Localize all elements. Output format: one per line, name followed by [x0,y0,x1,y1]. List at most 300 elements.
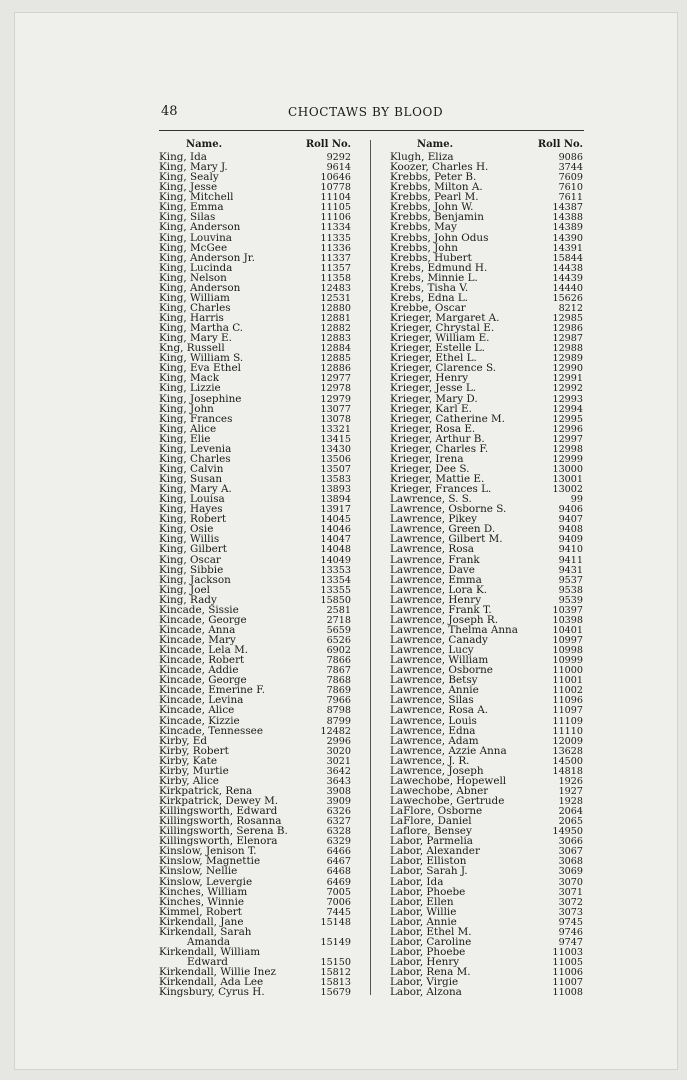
entry-name: Lawrence, Osborne S. [390,504,507,515]
list-item [390,776,583,786]
list-item [159,987,351,997]
list-item [159,383,351,393]
entry-roll-number: 9537 [558,574,583,585]
list-item [390,414,583,424]
document-page [14,12,678,1070]
list-item [390,806,583,816]
entry-roll-number: 8798 [326,705,351,716]
entry-roll-number: 11097 [552,705,583,716]
list-item [390,675,583,685]
list-item [390,162,583,172]
entry-roll-number: 15679 [320,987,351,998]
list-item [159,253,351,263]
entry-name: Lawrence, Pikey [390,514,478,525]
entry-roll-number: 7445 [326,906,351,917]
list-item [159,394,351,404]
entry-name: Lawrence, Betsy [390,675,478,686]
list-item [390,383,583,393]
entry-name: Lawechobe, Abner [390,785,489,796]
left-column [159,139,351,997]
entry-name: King, Susan [159,474,223,485]
entry-roll-number: 11104 [320,192,351,203]
entry-name: Krieger, Arthur B. [390,433,485,444]
list-item [390,182,583,192]
entry-name: Labor, Alexander [390,846,480,857]
list-item [390,152,583,162]
entry-name: Kincade, Mary [159,635,236,646]
entry-roll-number: 6326 [326,806,351,817]
entry-roll-number: 9409 [558,534,583,545]
list-item [159,192,351,202]
name-heading: Name. [186,139,223,150]
entry-roll-number: 12531 [320,292,351,303]
entry-roll-number: 6328 [326,826,351,837]
entry-name: Kirby, Robert [159,745,229,756]
list-item [159,866,351,876]
entry-name: Labor, Alzona [390,987,462,998]
entry-name: Kirkendall, William [159,946,261,957]
entry-name: King, Oscar [159,554,221,565]
entry-roll-number: 2718 [326,614,351,625]
entry-name: Kincade, Levina [159,695,244,706]
list-item [390,484,583,494]
list-item [159,796,351,806]
list-item [390,333,583,343]
list-item [159,967,351,977]
list-item [159,816,351,826]
list-item [159,333,351,343]
list-item [390,404,583,414]
entry-roll-number: 3068 [558,856,583,867]
entry-name: Labor, Phoebe [390,886,466,897]
entry-name: Kincade, George [159,675,247,686]
list-item [159,575,351,585]
entry-roll-number: 11002 [552,685,583,696]
entry-name: Kincade, Emerine F. [159,685,266,696]
list-item [390,212,583,222]
entry-name: Killingsworth, Rosanna [159,816,282,827]
list-item [159,846,351,856]
entry-name: Lawrence, Louis [390,715,477,726]
entry-name: King, William [159,292,230,303]
list-item [159,705,351,715]
entry-name: King, Levenia [159,443,232,454]
entry-roll-number: 12989 [552,353,583,364]
entry-roll-number: 12881 [320,313,351,324]
entry-roll-number: 12992 [552,383,583,394]
list-item [159,504,351,514]
entry-roll-number: 14390 [552,232,583,243]
entry-name: Lawrence, Joseph R. [390,614,499,625]
list-item [390,303,583,313]
entry-name: King, William S. [159,353,244,364]
list-item [159,353,351,363]
list-item [159,585,351,595]
entry-name: Labor, Parmelia [390,836,473,847]
entry-name: Krieger, Irena [390,453,464,464]
entry-roll-number: 12885 [320,353,351,364]
list-item [159,303,351,313]
list-item [159,424,351,434]
list-item [159,786,351,796]
list-item [390,716,583,726]
list-item [159,373,351,383]
list-item [390,273,583,283]
list-item [390,293,583,303]
page-number: 48 [161,104,178,119]
entry-name: King, Jesse [159,182,218,193]
list-item [390,585,583,595]
entry-roll-number: 7610 [558,182,583,193]
entry-name: Kng, Russell [159,343,225,354]
entry-roll-number: 3069 [558,866,583,877]
entry-name: Krieger, Rosa E. [390,423,476,434]
entry-name: Lawrence, Green D. [390,524,496,535]
entry-roll-number: 9410 [558,544,583,555]
list-item [390,625,583,635]
list-item [159,414,351,424]
list-item [390,645,583,655]
entry-name: King, Mary A. [159,484,232,495]
entry-name: King, Willis [159,534,220,545]
entry-name: King, Charles [159,453,231,464]
list-item [159,927,351,937]
list-item [159,434,351,444]
list-item [159,363,351,373]
entry-name: King, McGee [159,242,228,253]
entry-roll-number: 10646 [320,172,351,183]
list-item [390,353,583,363]
entry-name: Lawrence, Osborne [390,665,493,676]
entry-name: Labor, Elliston [390,856,467,867]
list-item [159,917,351,927]
entry-roll-number: 10997 [552,635,583,646]
entry-name: Kirby, Murtie [159,765,229,776]
list-item [159,565,351,575]
entry-roll-number: 2996 [326,735,351,746]
entry-roll-number: 6327 [326,816,351,827]
entry-roll-number: 12985 [552,313,583,324]
list-item [390,726,583,736]
list-item [159,766,351,776]
list-item [159,806,351,816]
list-item [159,323,351,333]
entry-roll-number: 5659 [326,624,351,635]
entry-roll-number: 11005 [552,957,583,968]
entry-roll-number: 13628 [552,745,583,756]
entry-name: Kinches, William [159,886,248,897]
entry-name: Krieger, Catherine M. [390,413,505,424]
entry-name: Labor, Ethel M. [390,926,472,937]
entry-roll-number: 7868 [326,675,351,686]
list-item [159,977,351,987]
list-item [159,836,351,846]
entry-name: Krebbe, Oscar [390,302,466,313]
entry-name: Lawrence, Lora K. [390,584,488,595]
entry-roll-number: 3020 [326,745,351,756]
entry-name: Killingsworth, Elenora [159,836,278,847]
entry-roll-number: 13415 [320,433,351,444]
entry-name: Lawrence, Canady [390,635,488,646]
entry-roll-number: 14950 [552,826,583,837]
entry-roll-number: 11334 [320,222,351,233]
entry-name: Labor, Phoebe [390,946,466,957]
entry-name: Krebs, Tisha V. [390,282,469,293]
entry-roll-number: 15850 [320,594,351,605]
entry-roll-number: 3073 [558,906,583,917]
entry-name: King, Lucinda [159,262,233,273]
list-item [159,444,351,454]
list-item [159,233,351,243]
entry-name: King, Robert [159,514,227,525]
list-item [159,172,351,182]
column-header [159,139,351,152]
entry-name: Lawrence, Annie [390,685,479,696]
entry-roll-number: 7609 [558,172,583,183]
entry-name: King, Emma [159,202,224,213]
entry-name: Lawrence, Dave [390,564,475,575]
entry-roll-number: 3643 [326,775,351,786]
list-item [159,685,351,695]
entry-name: King, Louisa [159,494,225,505]
entry-roll-number: 10778 [320,182,351,193]
entry-roll-number: 7611 [558,192,583,203]
entry-roll-number: 1927 [558,785,583,796]
list-item [390,887,583,897]
entry-name: Killingsworth, Edward [159,806,278,817]
entry-name: Labor, Annie [390,916,457,927]
list-item [159,555,351,565]
list-item [159,947,351,957]
list-item [390,243,583,253]
entry-roll-number: 11000 [552,665,583,676]
entry-name: Kirkpatrick, Rena [159,785,253,796]
list-item [159,826,351,836]
entry-roll-number: 1928 [558,796,583,807]
list-item [390,233,583,243]
entry-name: Kinslow, Nellie [159,866,238,877]
entry-name: Kincade, George [159,614,247,625]
list-item [159,746,351,756]
list-item [390,947,583,957]
entry-name: King, Sibbie [159,564,224,575]
entry-name: Krieger, Frances L. [390,484,492,495]
entry-name: Klugh, Eliza [390,152,454,163]
list-item [390,937,583,947]
list-item [390,756,583,766]
entry-name: Kinslow, Jenison T. [159,846,257,857]
entry-roll-number: 12882 [320,323,351,334]
entry-name: King, Mack [159,373,219,384]
entry-name: Krebbs, John W. [390,202,474,213]
entry-roll-number: 9292 [326,152,351,163]
list-item [159,615,351,625]
entry-roll-number: 9538 [558,584,583,595]
list-item [159,222,351,232]
entry-name: King, Rady [159,594,217,605]
entry-roll-number: 14388 [552,212,583,223]
entry-roll-number: 12991 [552,373,583,384]
list-item [390,172,583,182]
entry-roll-number: 9086 [558,152,583,163]
entry-roll-number: 12990 [552,363,583,374]
entry-name: Lawrence, William [390,655,489,666]
entry-name: Krebs, Edmund H. [390,262,488,273]
entry-roll-number: 13894 [320,494,351,505]
list-item [390,796,583,806]
entry-roll-number: 11008 [552,987,583,998]
list-item [159,544,351,554]
list-item [390,534,583,544]
entry-roll-number: 14391 [552,242,583,253]
entry-name: LaFlore, Osborne [390,806,483,817]
entry-roll-number: 2064 [558,806,583,817]
entry-name: Kirby, Alice [159,775,219,786]
entry-roll-number: 13355 [320,584,351,595]
list-item [390,283,583,293]
entry-roll-number: 1926 [558,775,583,786]
entry-roll-number: 12999 [552,453,583,464]
entry-name: Lawrence, Edna [390,725,476,736]
entry-name: Krieger, William E. [390,333,490,344]
entry-name: King, Hayes [159,504,223,515]
entry-name: Krebbs, Milton A. [390,182,483,193]
entry-roll-number: 99 [570,494,583,505]
entry-name: Amanda [187,936,231,947]
list-item [159,907,351,917]
entry-name: King, Mary J. [159,162,228,173]
entry-roll-number: 3908 [326,785,351,796]
entry-roll-number: 11336 [320,242,351,253]
entry-roll-number: 11335 [320,232,351,243]
list-item [390,323,583,333]
list-item [159,695,351,705]
entry-roll-number: 3021 [326,755,351,766]
entry-name: King, Nelson [159,272,227,283]
entry-list [390,152,583,997]
entry-roll-number: 15812 [320,967,351,978]
entry-roll-number: 3072 [558,896,583,907]
entry-roll-number: 3909 [326,796,351,807]
list-item [159,263,351,273]
entry-name: Lawrence, Azzie Anna [390,745,507,756]
entry-name: Lawrence, Frank T. [390,604,492,615]
list-item [390,665,583,675]
list-item [159,897,351,907]
list-item [159,957,351,967]
entry-name: Krieger, Clarence S. [390,363,497,374]
list-item [159,595,351,605]
list-item [159,404,351,414]
list-item [159,243,351,253]
entry-name: King, Mitchell [159,192,234,203]
list-item [159,182,351,192]
entry-name: King, Anderson [159,222,241,233]
list-item [159,283,351,293]
list-item [390,394,583,404]
entry-name: Kinslow, Levergie [159,876,253,887]
entry-name: Krieger, Dee S. [390,463,470,474]
entry-name: King, John [159,403,214,414]
entry-name: Kirkendall, Willie Inez [159,967,276,978]
entry-roll-number: 11110 [552,725,583,736]
entry-roll-number: 12979 [320,393,351,404]
entry-roll-number: 13583 [320,474,351,485]
list-item [159,202,351,212]
entry-roll-number: 6469 [326,876,351,887]
entry-roll-number: 11003 [552,946,583,957]
entry-roll-number: 12987 [552,333,583,344]
entry-name: Lawrence, Rosa A. [390,705,489,716]
entry-roll-number: 11109 [552,715,583,726]
entry-name: Kincade, Tennessee [159,725,263,736]
entry-name: King, Anderson Jr. [159,252,255,263]
list-item [159,484,351,494]
entry-name: Kinches, Winnie [159,896,245,907]
entry-name: Lawrence, Emma [390,574,482,585]
entry-name: LaFlore, Daniel [390,816,472,827]
entry-roll-number: 11358 [320,272,351,283]
entry-roll-number: 12880 [320,302,351,313]
list-item [390,343,583,353]
entry-name: King, Eva Ethel [159,363,241,374]
entry-roll-number: 13893 [320,484,351,495]
list-item [390,474,583,484]
entry-roll-number: 11105 [320,202,351,213]
list-item [159,313,351,323]
list-item [390,655,583,665]
list-item [390,222,583,232]
entry-roll-number: 9745 [558,916,583,927]
list-item [159,726,351,736]
list-item [159,152,351,162]
entry-roll-number: 13000 [552,463,583,474]
name-heading: Name. [417,139,454,150]
entry-roll-number: 10998 [552,645,583,656]
list-item [390,363,583,373]
entry-roll-number: 9408 [558,524,583,535]
list-item [390,524,583,534]
list-item [390,977,583,987]
list-item [159,605,351,615]
entry-name: Kincade, Alice [159,705,235,716]
entry-name: Krebbs, May [390,222,457,233]
entry-name: Lawrence, Henry [390,594,482,605]
list-item [159,776,351,786]
entry-roll-number: 11001 [552,675,583,686]
entry-name: Krieger, Jesse L. [390,383,477,394]
roll-heading: Roll No. [305,139,351,150]
entry-name: Labor, Sarah J. [390,866,468,877]
entry-name: King, Joel [159,584,210,595]
entry-name: Krieger, Charles F. [390,443,489,454]
entry-name: King, Elie [159,433,211,444]
entry-roll-number: 15844 [552,252,583,263]
list-item [390,192,583,202]
entry-name: Edward [187,957,228,968]
entry-roll-number: 11106 [320,212,351,223]
entry-roll-number: 10397 [552,604,583,615]
list-item [159,645,351,655]
list-item [390,836,583,846]
entry-name: Labor, Caroline [390,936,472,947]
entry-name: Lawrence, J. R. [390,755,470,766]
list-item [390,605,583,615]
entry-roll-number: 6466 [326,846,351,857]
entry-name: King, Martha C. [159,323,244,334]
column-header [390,139,583,152]
entry-roll-number: 14045 [320,514,351,525]
